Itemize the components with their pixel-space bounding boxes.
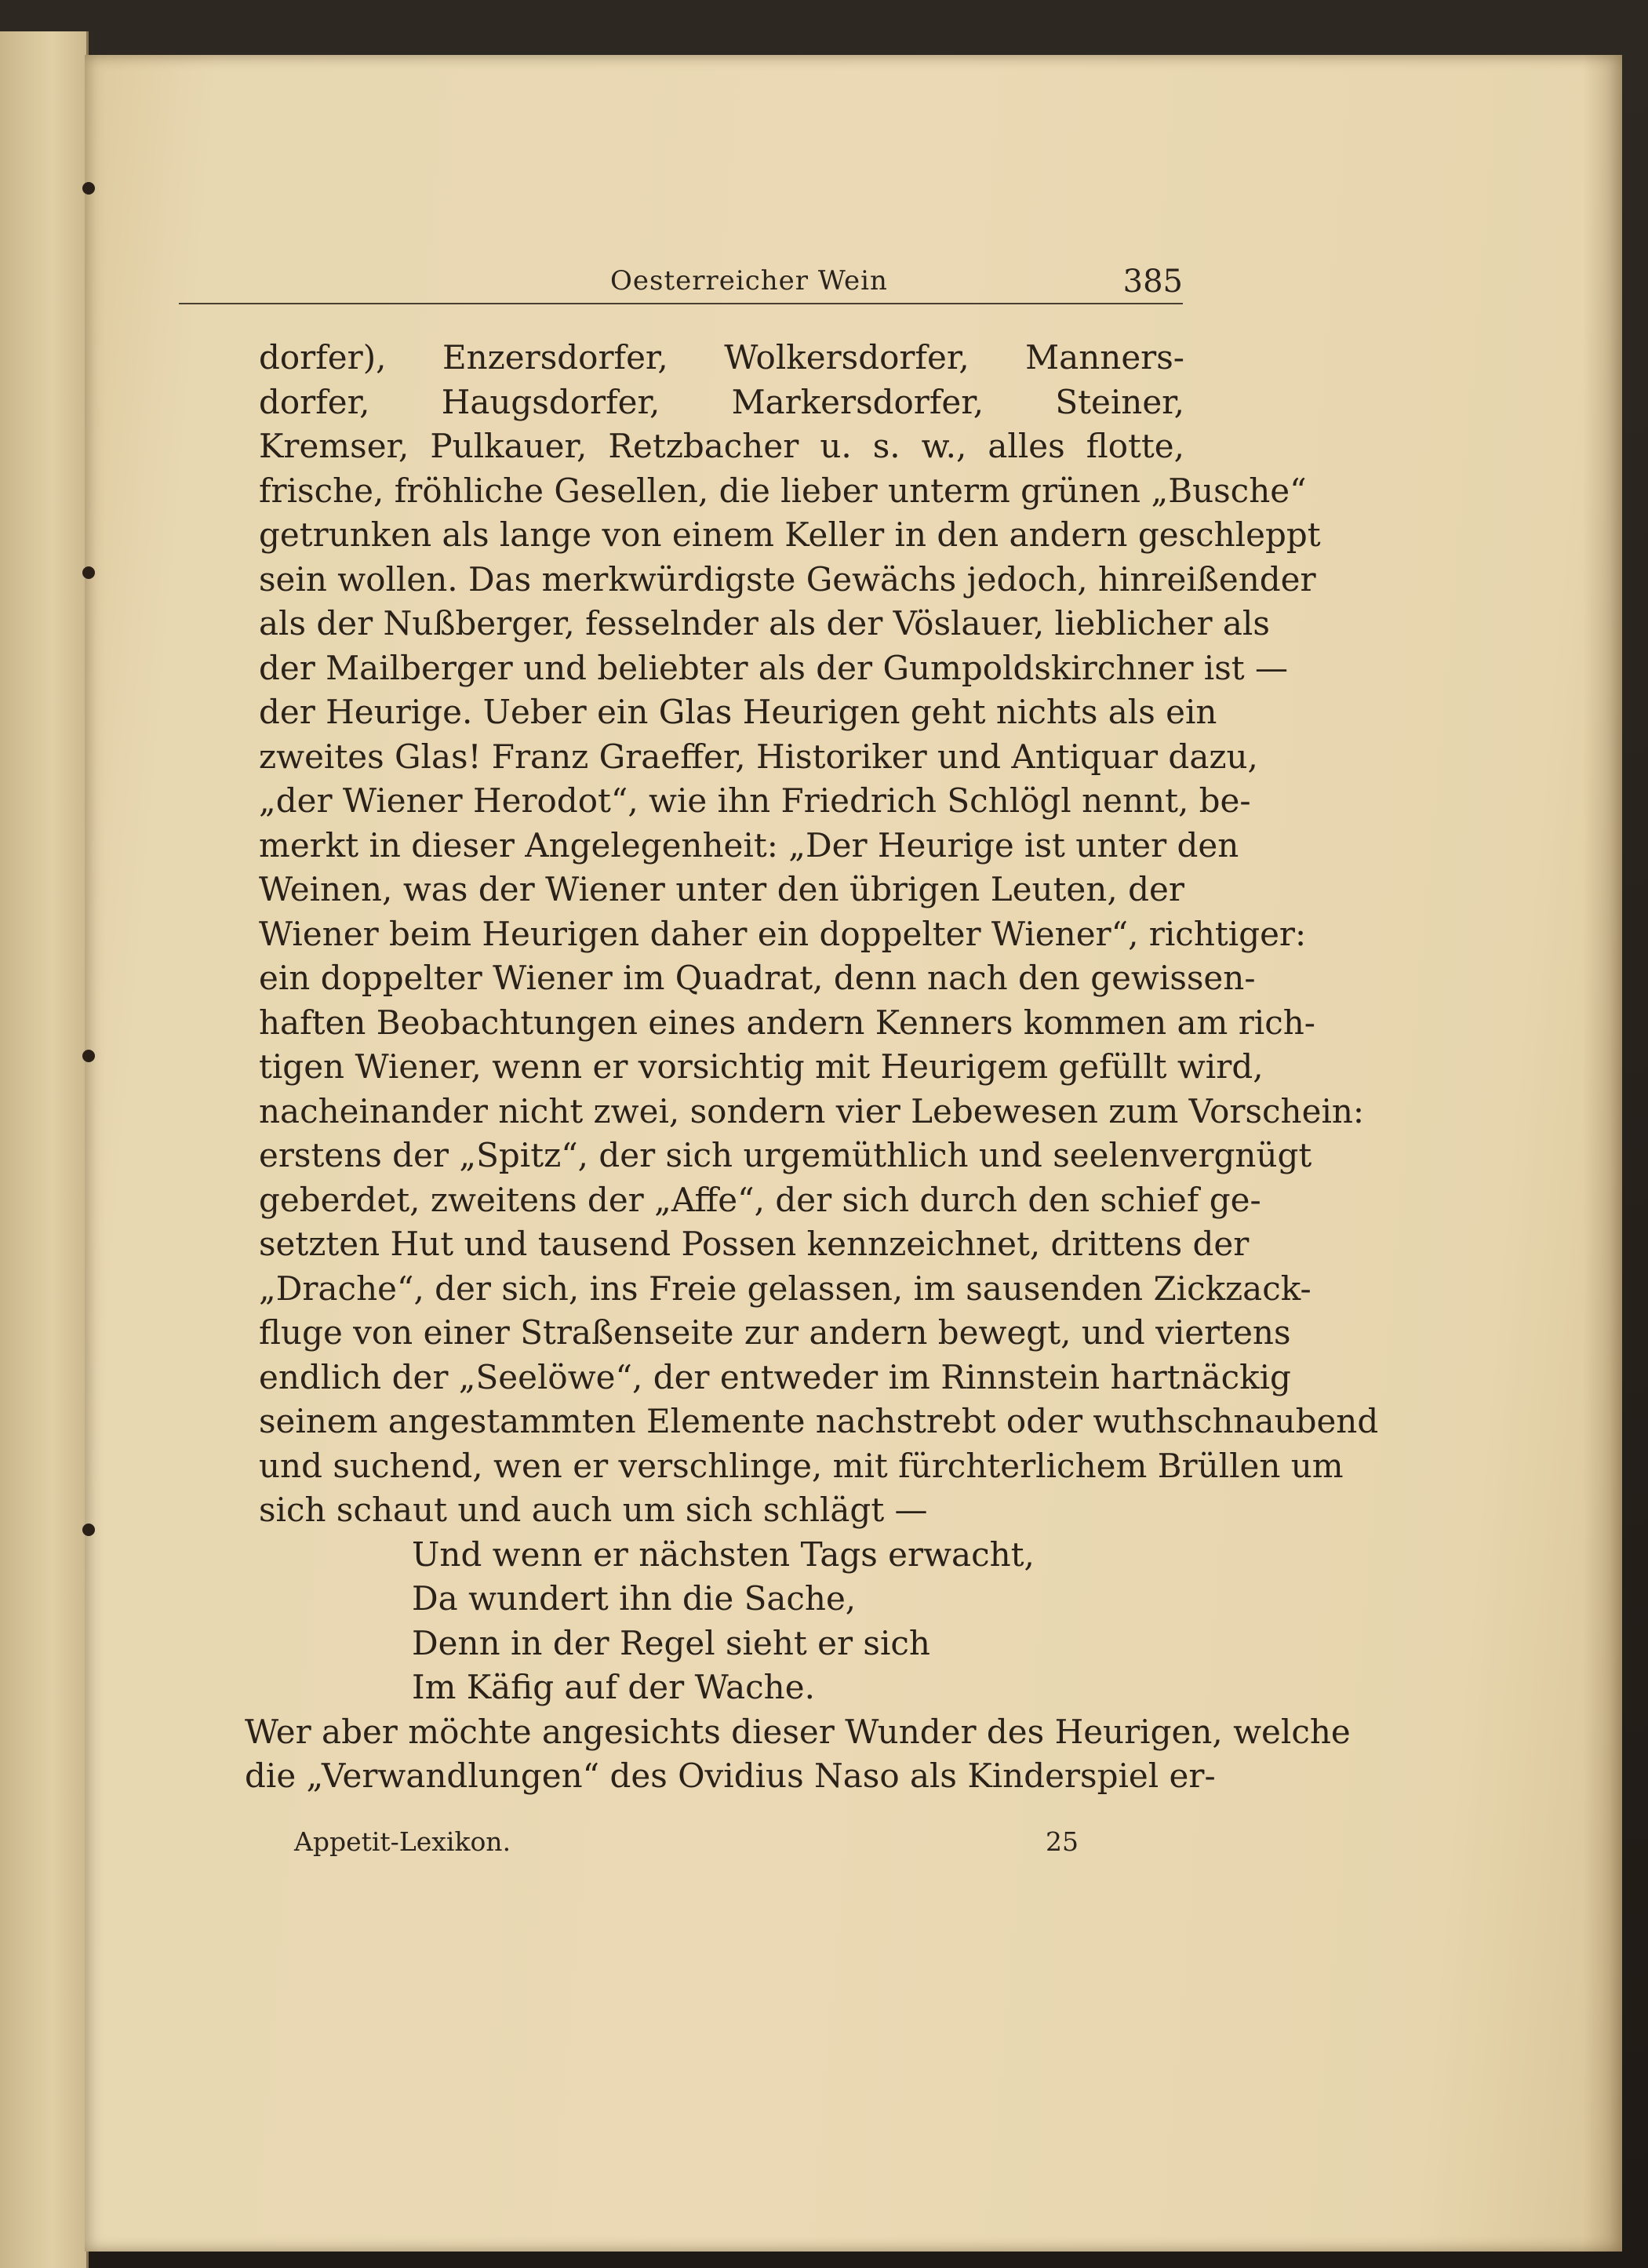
page-shadow [1583, 55, 1622, 2252]
text-line: der Mailberger und beliebter als der Gumpoldskirchner ist — [259, 648, 1289, 687]
text-line: nacheinander nicht zwei, sondern vier Lebewesen zum Vorschein: [259, 1091, 1365, 1130]
running-title: Oesterreicher Wein [610, 265, 888, 297]
text-line: der Heurige. Ueber ein Glas Heurigen geht nichts als ein [259, 693, 1217, 731]
text-line: haften Beobachtungen eines andern Kenners kommen am rich- [259, 1003, 1315, 1042]
page-number: 385 [1122, 264, 1183, 300]
text-line: dorfer), Enzersdorfer, Wolkersdorfer, Manners- [259, 338, 1184, 377]
header-rule [179, 303, 1183, 304]
text-line: fluge von einer Straßenseite zur andern bewegt, und viertens [259, 1313, 1291, 1352]
verse-line: Denn in der Regel sieht er sich [412, 1623, 930, 1662]
text-line: getrunken als lange von einem Keller in den andern geschleppt [259, 515, 1321, 554]
text-line: seinem angestammten Elemente nachstrebt oder wuthschnaubend [259, 1402, 1379, 1440]
text-line: Wer aber möchte angesichts dieser Wunder des Heurigen, welche [245, 1712, 1351, 1751]
text-line: frische, fröhliche Gesellen, die lieber unterm grünen „Busche“ [259, 471, 1307, 510]
text-line: Kremser, Pulkauer, Retzbacher u. s. w., alles flotte, [259, 427, 1184, 465]
text-line: „Drache“, der sich, ins Freie gelassen, im sausenden Zickzack- [259, 1269, 1311, 1308]
text-line: dorfer, Haugsdorfer, Markersdorfer, Steiner, [259, 382, 1184, 421]
left-page-edge [0, 31, 89, 2268]
signature-mark: 25 [1046, 1826, 1079, 1857]
binding-mark [82, 1050, 95, 1062]
text-line: und suchend, wen er verschlinge, mit fürchterlichem Brüllen um [259, 1446, 1344, 1485]
text-line: tigen Wiener, wenn er vorsichtig mit Heurigem gefüllt wird, [259, 1047, 1264, 1086]
text-line: ein doppelter Wiener im Quadrat, denn nach den gewissen- [259, 959, 1256, 997]
text-line: merkt in dieser Angelegenheit: „Der Heurige ist unter den [259, 825, 1239, 865]
text-line: „der Wiener Herodot“, wie ihn Friedrich Schlögl nennt, be- [259, 781, 1251, 820]
text-line: die „Verwandlungen“ des Ovidius Naso als Kinderspiel er- [245, 1757, 1216, 1795]
binding-mark [82, 566, 95, 579]
verse-line: Da wundert ihn die Sache, [412, 1579, 857, 1618]
text-line: Weinen, was der Wiener unter den übrigen Leuten, der [259, 870, 1184, 908]
text-line: erstens der „Spitz“, der sich urgemüthlich und seelenvergnügt [259, 1136, 1312, 1174]
verse-line: Und wenn er nächsten Tags erwacht, [412, 1534, 1035, 1574]
text-line: setzten Hut und tausend Possen kennzeichnet, drittens der [259, 1225, 1250, 1263]
text-line: endlich der „Seelöwe“, der entweder im Rinnstein hartnäckig [259, 1357, 1291, 1396]
text-line: Wiener beim Heurigen daher ein doppelter Wiener“, richtiger: [259, 914, 1307, 953]
text-line: zweites Glas! Franz Graeffer, Historiker und Antiquar dazu, [259, 737, 1258, 776]
binding-mark [82, 182, 95, 195]
footer-book-title: Appetit-Lexikon. [294, 1826, 511, 1857]
text-line: sich schaut und auch um sich schlägt — [259, 1491, 928, 1529]
page-header [179, 210, 1183, 304]
body-text [245, 336, 1379, 1799]
text-line: sein wollen. Das merkwürdigste Gewächs jedoch, hinreißender [259, 559, 1316, 599]
binding-mark [82, 1524, 95, 1536]
text-line: geberdet, zweitens der „Affe“, der sich durch den schief ge- [259, 1180, 1261, 1219]
verse-line: Im Käfig auf der Wache. [412, 1668, 815, 1706]
text-line: als der Nußberger, fesselnder als der Vöslauer, lieblicher als [259, 604, 1270, 643]
